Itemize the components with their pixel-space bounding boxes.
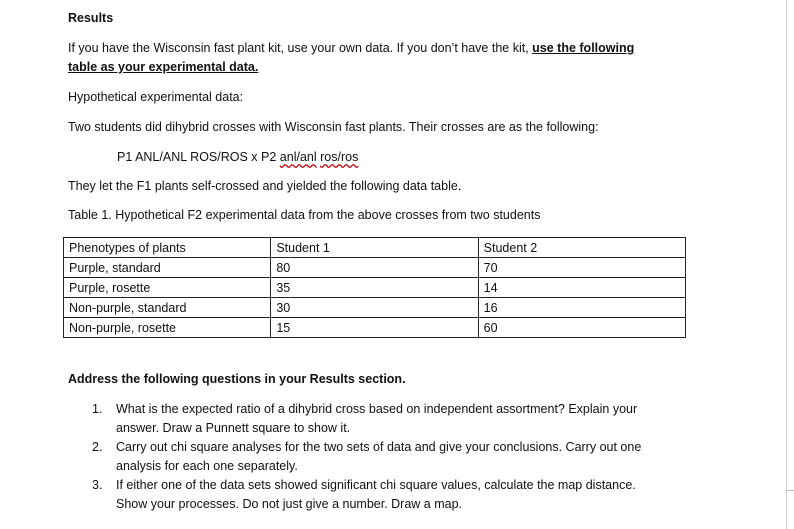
intro-underlined-1: use the following (532, 41, 635, 55)
cell-phenotype: Purple, standard (64, 258, 271, 278)
question-line: analysis for each one separately. (116, 458, 298, 473)
cell-phenotype: Non-purple, rosette (64, 318, 271, 338)
question-line: If either one of the data sets showed significant chi square values, calculate the map distance. (116, 478, 636, 492)
cell-student-1: 30 (271, 298, 478, 318)
table-row (64, 278, 686, 298)
intro-line-2 (68, 58, 258, 76)
question-number: 1. (92, 402, 103, 416)
question-line: Carry out chi square analyses for the two sets of data and give your conclusions. Carry out one (116, 440, 642, 454)
header-phenotype: Phenotypes of plants (64, 238, 271, 258)
cross-p2-ros: ros/ros (320, 150, 359, 164)
question-item (92, 438, 692, 475)
cell-student-2: 70 (478, 258, 685, 278)
cross-p2-anl: anl/anl (279, 150, 317, 164)
cell-student-1: 15 (271, 318, 478, 338)
questions-heading: Address the following questions in your Results section. (68, 372, 406, 386)
cell-student-2: 16 (478, 298, 685, 318)
table-row (64, 258, 686, 278)
question-line: Show your processes. Do not just give a number. Draw a map. (116, 496, 462, 511)
intro-text: If you have the Wisconsin fast plant kit, use your own data. If you don’t have the kit, (68, 41, 533, 55)
page-edge (786, 0, 787, 529)
question-number: 3. (92, 478, 103, 492)
data-table (63, 237, 686, 338)
hypothetical-label: Hypothetical experimental data: (68, 90, 244, 104)
cell-student-2: 14 (478, 278, 685, 298)
question-item (92, 476, 692, 513)
questions-list (92, 400, 692, 514)
cross-p1: P1 ANL/ANL ROS/ROS x P2 (117, 150, 280, 164)
cell-phenotype: Non-purple, standard (64, 298, 271, 318)
results-heading: Results (68, 11, 114, 25)
cell-phenotype: Purple, rosette (64, 278, 271, 298)
cell-student-1: 35 (271, 278, 478, 298)
cell-student-1: 80 (271, 258, 478, 278)
page-edge-tick (786, 490, 794, 491)
question-item (92, 400, 692, 437)
self-cross-sentence: They let the F1 plants self-crossed and yielded the following data table. (68, 179, 462, 193)
header-student-2: Student 2 (478, 238, 685, 258)
table-row (64, 298, 686, 318)
question-line: answer. Draw a Punnett square to show it. (116, 420, 351, 435)
crosses-sentence: Two students did dihybrid crosses with Wisconsin fast plants. Their crosses are as the following: (68, 120, 599, 134)
header-student-1: Student 1 (271, 238, 478, 258)
intro-line-1 (68, 39, 634, 57)
table-header-row (64, 238, 686, 258)
cross-line (117, 148, 358, 166)
intro-underlined-2: table as your experimental data. (68, 60, 259, 74)
question-number: 2. (92, 440, 103, 454)
table-caption: Table 1. Hypothetical F2 experimental data from the above crosses from two students (68, 208, 541, 222)
question-line: What is the expected ratio of a dihybrid cross based on independent assortment? Explain your (116, 402, 638, 416)
table-row (64, 318, 686, 338)
cell-student-2: 60 (478, 318, 685, 338)
